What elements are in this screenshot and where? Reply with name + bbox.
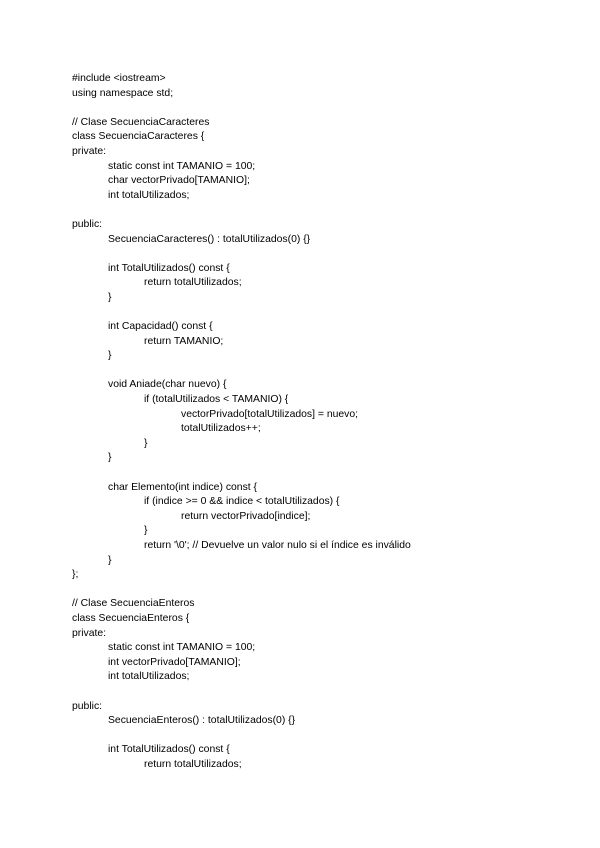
- code-line: private:: [72, 145, 107, 157]
- code-line: class SecuenciaCaracteres {: [72, 131, 205, 143]
- code-line: totalUtilizados++;: [181, 423, 261, 435]
- blank-line: [72, 685, 572, 700]
- blank-line: [72, 247, 572, 262]
- code-line: }: [108, 291, 112, 303]
- code-line: public:: [72, 218, 103, 230]
- code-line: #include <iostream>: [72, 73, 166, 84]
- code-line: SecuenciaCaracteres() : totalUtilizados(0) {}: [108, 233, 311, 245]
- code-line: static const int TAMANIO = 100;: [108, 160, 256, 172]
- code-line: };: [72, 569, 79, 581]
- code-line: int vectorPrivado[TAMANIO];: [108, 656, 241, 668]
- code-line: int TotalUtilizados() const {: [108, 744, 230, 756]
- code-line: if (totalUtilizados < TAMANIO) {: [144, 394, 289, 406]
- code-line: using namespace std;: [72, 87, 174, 99]
- code-line: return TAMANIO;: [144, 335, 224, 347]
- blank-line: [72, 729, 572, 744]
- code-line: private:: [72, 627, 107, 639]
- code-line: }: [144, 525, 148, 537]
- code-listing: [72, 72, 572, 773]
- code-line: char Elemento(int indice) const {: [108, 481, 258, 493]
- code-line: // Clase SecuenciaEnteros: [72, 598, 195, 610]
- code-line: public:: [72, 700, 103, 712]
- code-line: int totalUtilizados;: [108, 671, 190, 683]
- code-line: }: [108, 554, 112, 566]
- code-line: return totalUtilizados;: [144, 277, 242, 289]
- code-line: int totalUtilizados;: [108, 189, 190, 201]
- blank-line: [72, 364, 572, 379]
- code-line: void Aniade(char nuevo) {: [108, 379, 227, 391]
- blank-line: [72, 466, 572, 481]
- code-line: int Capacidad() const {: [108, 321, 213, 333]
- code-line: }: [144, 437, 148, 449]
- code-line: class SecuenciaEnteros {: [72, 612, 190, 624]
- code-line: return vectorPrivado[indice];: [181, 510, 311, 522]
- code-line: int TotalUtilizados() const {: [108, 262, 230, 274]
- code-line: SecuenciaEnteros() : totalUtilizados(0) {}: [108, 715, 296, 727]
- blank-line: [72, 583, 572, 598]
- blank-line: [72, 203, 572, 218]
- code-line: static const int TAMANIO = 100;: [108, 642, 256, 654]
- code-line: vectorPrivado[totalUtilizados] = nuevo;: [181, 408, 359, 420]
- code-line: char vectorPrivado[TAMANIO];: [108, 175, 250, 187]
- code-line: if (indice >= 0 && indice < totalUtilizados) {: [144, 496, 340, 508]
- code-line: return totalUtilizados;: [144, 758, 242, 770]
- code-line: // Clase SecuenciaCaracteres: [72, 116, 210, 128]
- code-line: return '\0'; // Devuelve un valor nulo si el índice es inválido: [144, 540, 411, 551]
- blank-line: [72, 101, 572, 116]
- blank-line: [72, 306, 572, 321]
- code-line: }: [108, 452, 112, 464]
- code-line: }: [108, 350, 112, 362]
